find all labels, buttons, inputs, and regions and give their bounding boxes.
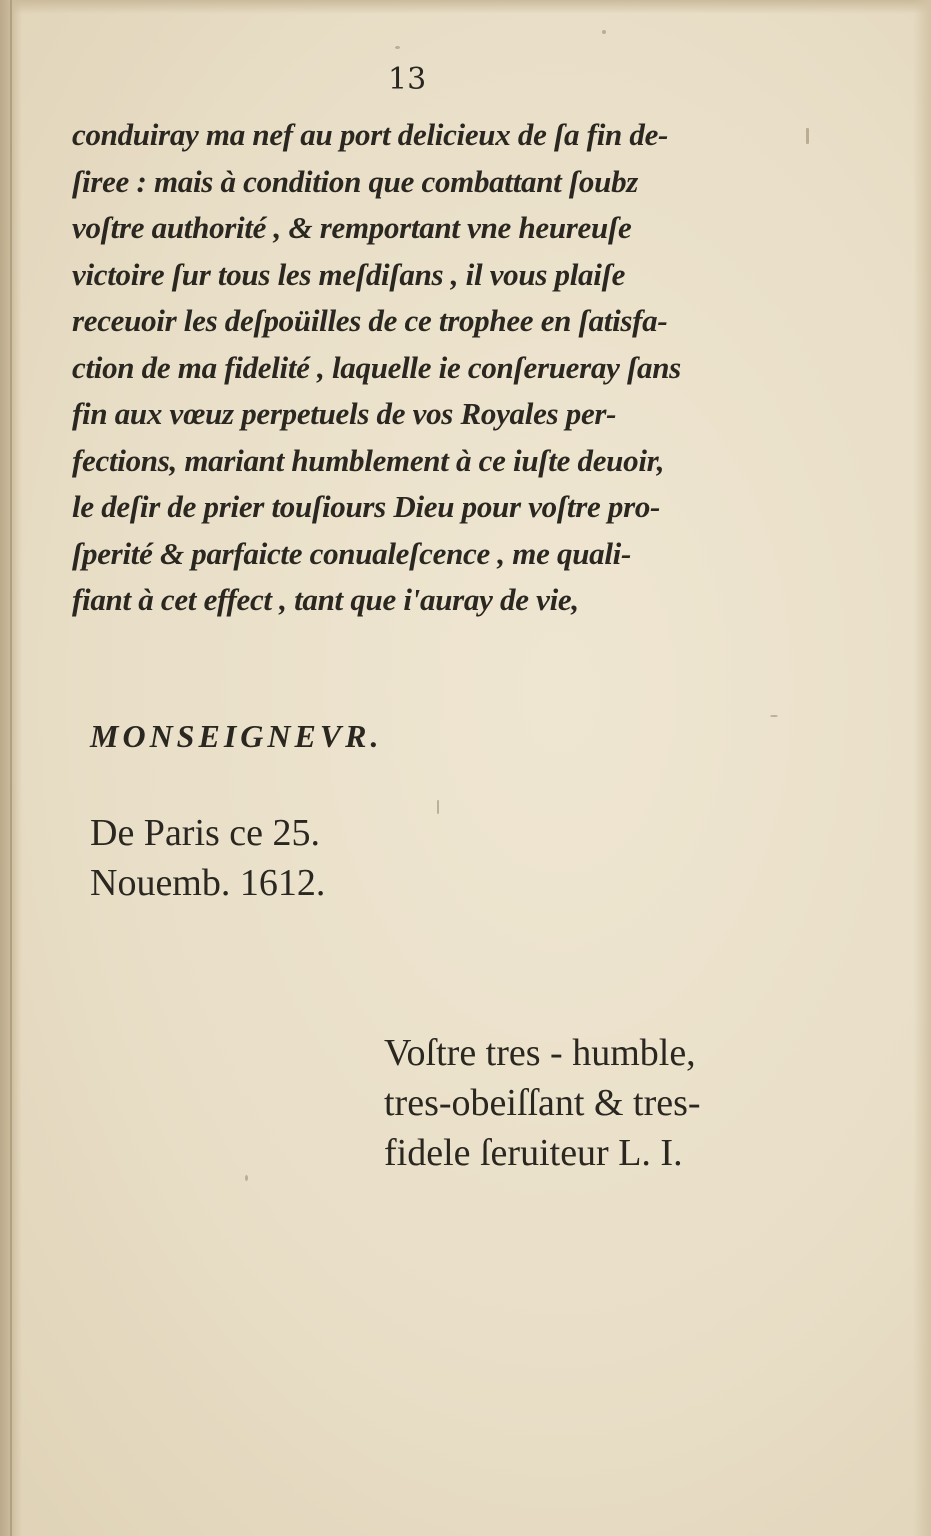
- signature-line: Voſtre tres - humble,: [384, 1032, 696, 1074]
- salutation: MONSEIGNEVR.: [90, 718, 383, 754]
- body-line: ſiree : mais à condition que combattant ſoubz: [72, 163, 639, 199]
- date-line: Nouemb. 1612.: [90, 862, 326, 904]
- signature-line: tres-obeiſſant & tres-: [384, 1082, 701, 1124]
- body-line: fiant à cet effect , tant que i'auray de vie,: [72, 582, 579, 617]
- signature-line: fidele ſeruiteur L. I.: [384, 1132, 683, 1174]
- page-number: 13: [388, 62, 427, 97]
- paper-speck: [245, 1175, 248, 1181]
- paper-speck: [806, 128, 809, 144]
- page-right-edge: [913, 0, 931, 1536]
- date-line: De Paris ce 25.: [90, 812, 321, 854]
- body-line: le deſir de prier touſiours Dieu pour voſtre pro-: [72, 489, 661, 524]
- body-line: voſtre authorité , & remportant vne heureuſe: [72, 210, 632, 245]
- body-line: victoire ſur tous les meſdiſans , il vous plaiſe: [72, 256, 626, 292]
- paper-speck: [395, 46, 400, 49]
- date-block: [90, 808, 325, 908]
- paper-speck: [770, 715, 778, 717]
- body-text: [72, 112, 772, 624]
- paper-speck: [602, 30, 606, 34]
- page-top-edge: [0, 0, 931, 14]
- body-line: ſperité & parfaicte conualeſcence , me quali-: [72, 535, 632, 571]
- signature-block: [384, 1028, 701, 1178]
- paper-speck: [437, 800, 439, 814]
- body-line: ction de ma fidelité , laquelle ie conſerueray ſans: [72, 349, 681, 385]
- body-line: receuoir les deſpoüilles de ce trophee en ſatisfa-: [72, 303, 668, 338]
- body-line: fin aux vœuz perpetuels de vos Royales per-: [72, 396, 617, 431]
- spine-line: [10, 0, 12, 1536]
- body-line: fections, mariant humblement à ce iuſte deuoir,: [72, 442, 665, 478]
- body-line: conduiray ma nef au port delicieux de ſa fin de-: [72, 117, 669, 152]
